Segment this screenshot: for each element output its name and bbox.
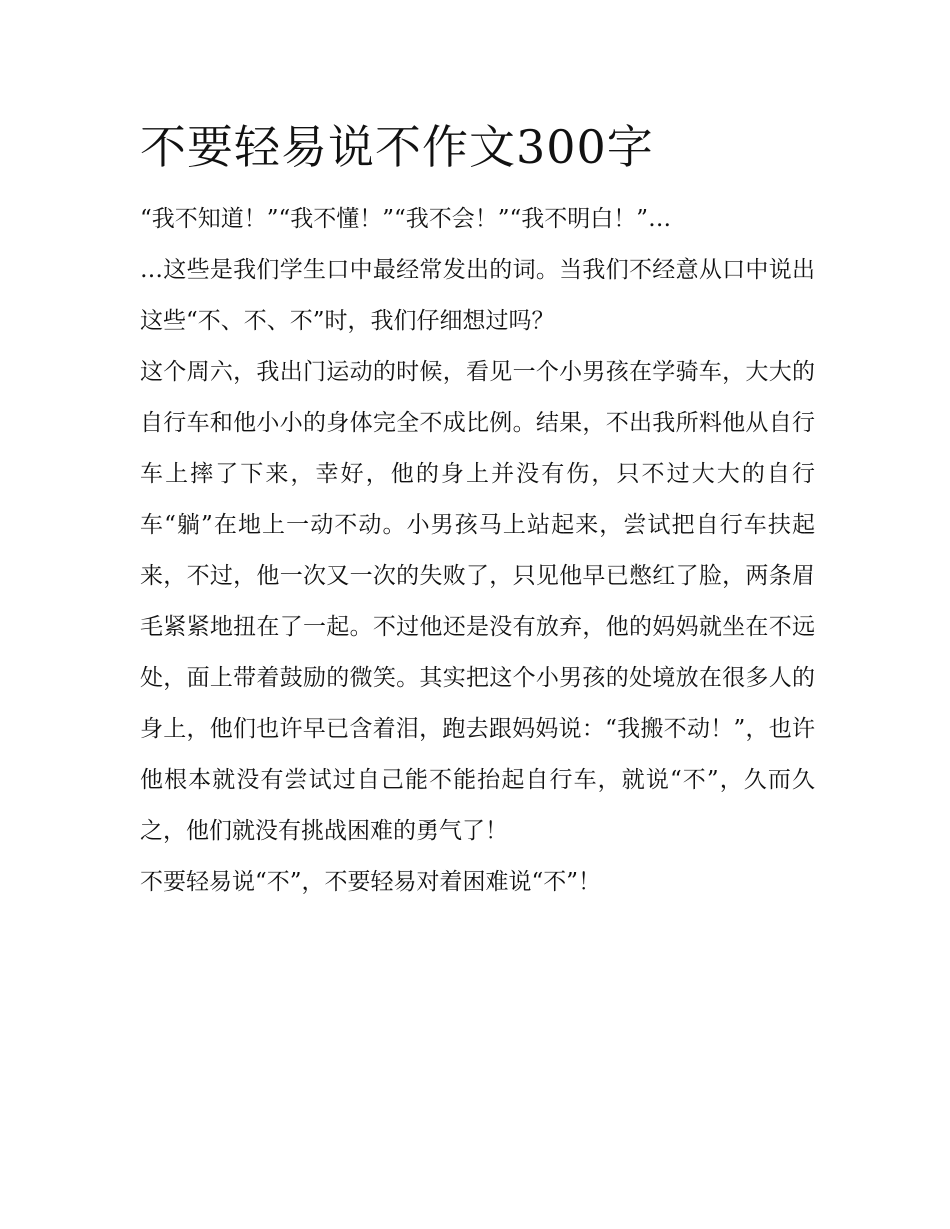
article-body	[140, 116, 815, 908]
paragraph-4: 不要轻易说“不”，不要轻易对着困难说“不”！	[140, 869, 602, 895]
page-title: 不要轻易说不作文300字	[140, 120, 654, 174]
paragraph-2: …这些是我们学生口中最经常发出的词。当我们不经意从口中说出这些“不、不、不”时，我们仔细想过吗？	[140, 257, 815, 334]
paragraph-1: “我不知道！”“我不懂！”“我不会！”“我不明白！”…	[140, 206, 672, 232]
paragraph-3: 这个周六，我出门运动的时候，看见一个小男孩在学骑车，大大的自行车和他小小的身体完全不成比例。结果，不出我所料他从自行车上摔了下来，幸好，他的身上并没有伤，只不过大大的自行车“躺”在地上一动不动。小男孩马上站起来，尝试把自行车扶起来，不过，他一次又一次的失败了，只见他早已憋红了脸，两条眉毛紧紧地扭在了一起。不过他还是没有放弃，他的妈妈就坐在不远处，面上带着鼓励的微笑。其实把这个小男孩的处境放在很多人的身上，他们也许早已含着泪，跑去跟妈妈说：“我搬不动！”，也许他根本就没有尝试过自己能不能抬起自行车，就说“不”，久而久之，他们就没有挑战困难的勇气了！	[140, 359, 815, 844]
